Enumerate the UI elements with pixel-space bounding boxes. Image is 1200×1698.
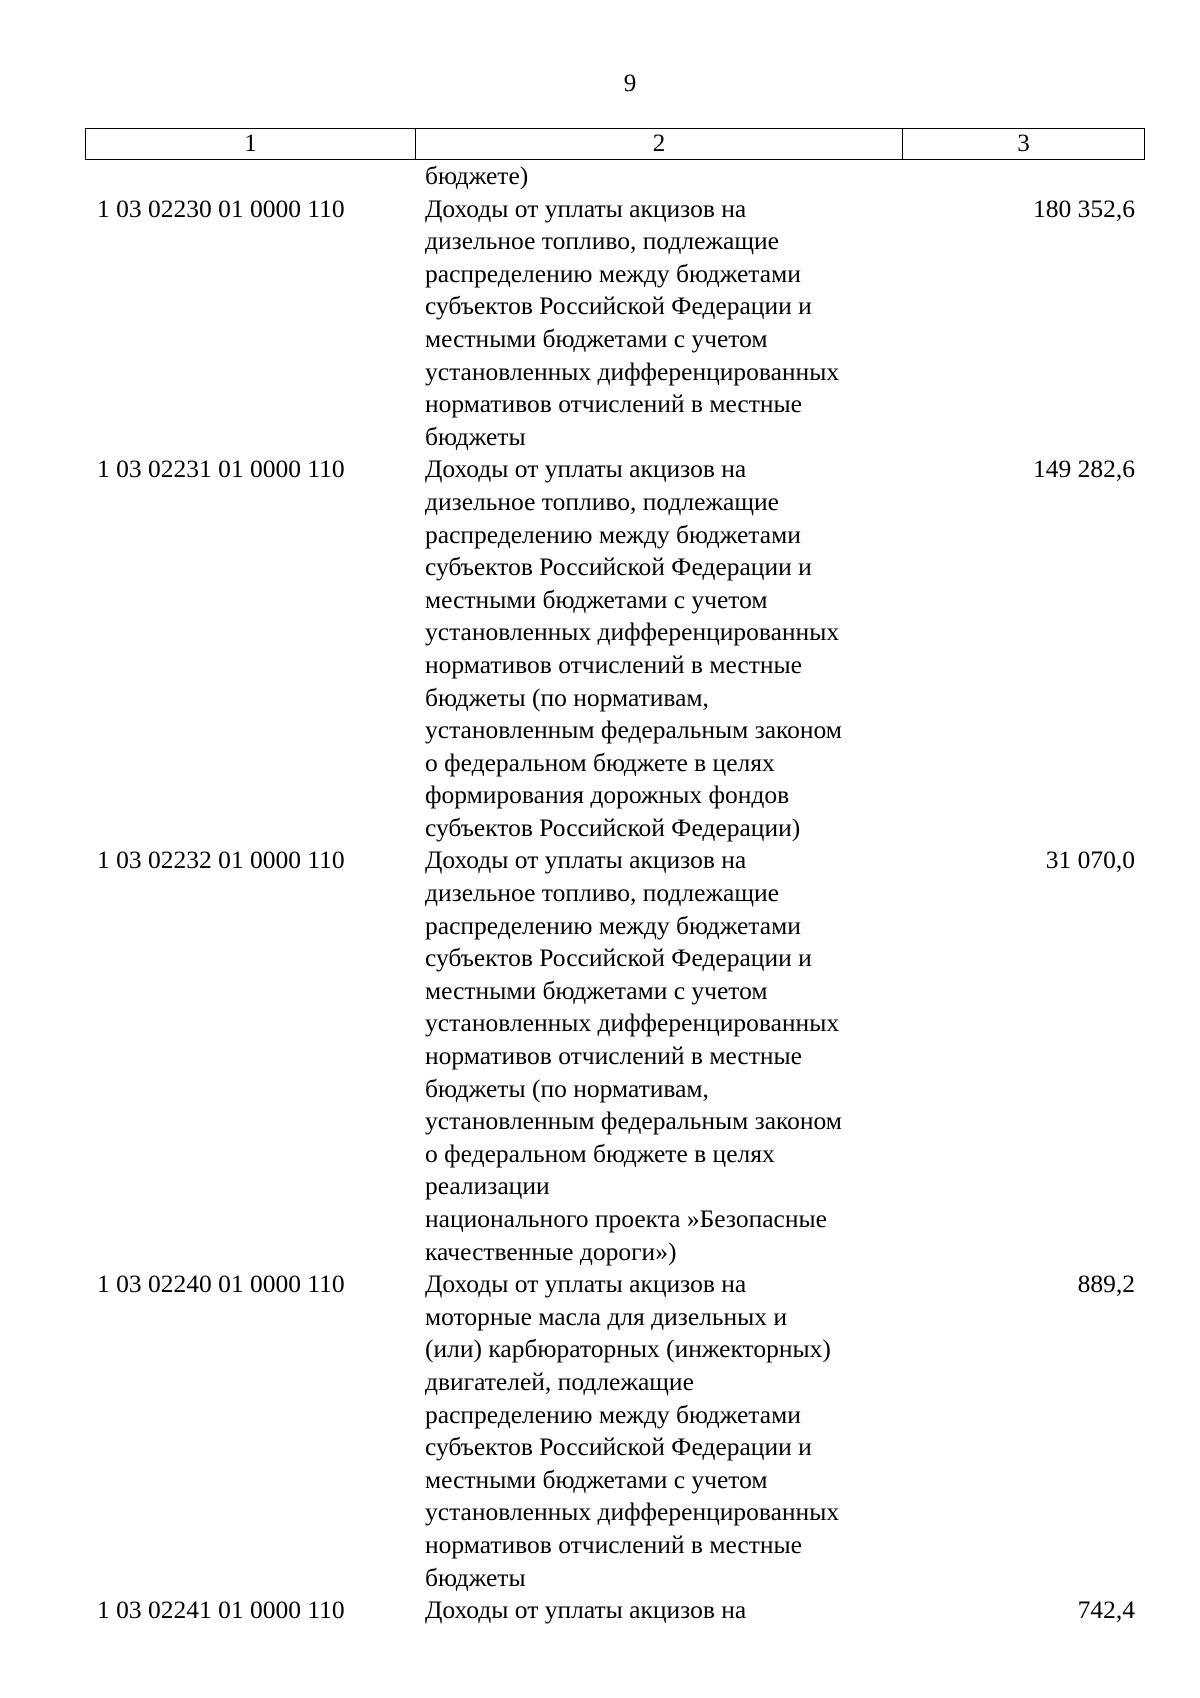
description-line: дизельное топливо, подлежащие bbox=[425, 226, 779, 256]
description-line: нормативов отчислений в местные bbox=[425, 1529, 802, 1559]
description bbox=[415, 1594, 902, 1627]
column-header-1: 1 bbox=[86, 129, 416, 159]
description-line: Доходы от уплаты акцизов на bbox=[425, 1595, 747, 1625]
page-number: 9 bbox=[623, 70, 637, 97]
budget-code: 1 03 02232 01 0000 110 bbox=[97, 845, 345, 875]
budget-code: 1 03 02230 01 0000 110 bbox=[97, 193, 345, 223]
description bbox=[415, 453, 902, 844]
description-line: (или) карбюраторных (инжекторных) bbox=[425, 1334, 831, 1364]
description-line: реализации bbox=[425, 1171, 550, 1201]
description-line: распределению между бюджетами bbox=[425, 1399, 801, 1429]
description-line: качественные дороги») bbox=[425, 1236, 677, 1266]
table-row bbox=[85, 453, 1145, 844]
table-row bbox=[85, 1268, 1145, 1594]
description-line: субъектов Российской Федерации и bbox=[425, 943, 812, 973]
amount: 889,2 bbox=[1077, 1269, 1135, 1299]
amount: 742,4 bbox=[1077, 1595, 1135, 1625]
amount: 31 070,0 bbox=[1045, 845, 1135, 875]
description-line: формирования дорожных фондов bbox=[425, 780, 790, 810]
description-line: бюджеты bbox=[425, 1562, 526, 1592]
description-line: нормативов отчислений в местные bbox=[425, 1041, 802, 1071]
description-line: Доходы от уплаты акцизов на bbox=[425, 193, 747, 223]
description-line: бюджете) bbox=[425, 161, 529, 190]
description-line: установленных дифференцированных bbox=[425, 356, 840, 386]
description-line: Доходы от уплаты акцизов на bbox=[425, 454, 747, 484]
description-line: установленных дифференцированных bbox=[425, 1497, 840, 1527]
description-line: о федеральном бюджете в целях bbox=[425, 747, 775, 777]
description-line: субъектов Российской Федерации и bbox=[425, 291, 812, 321]
description-line: национального проекта »Безопасные bbox=[425, 1204, 827, 1233]
description-line: субъектов Российской Федерации и bbox=[425, 1432, 812, 1462]
description-line: Доходы от уплаты акцизов на bbox=[425, 1269, 747, 1299]
description bbox=[415, 1268, 902, 1594]
budget-code: 1 03 02240 01 0000 110 bbox=[97, 1269, 345, 1299]
description-line: дизельное топливо, подлежащие bbox=[425, 486, 779, 516]
description-line: местными бюджетами с учетом bbox=[425, 1464, 768, 1494]
amount: 149 282,6 bbox=[1033, 454, 1135, 484]
description-line: бюджеты bbox=[425, 421, 526, 451]
table-header bbox=[85, 128, 1145, 160]
description-line: Доходы от уплаты акцизов на bbox=[425, 845, 747, 875]
description-line: о федеральном бюджете в целях bbox=[425, 1138, 775, 1168]
amount bbox=[902, 160, 1145, 193]
description-line: установленных дифференцированных bbox=[425, 617, 840, 647]
budget-code: 1 03 02241 01 0000 110 bbox=[97, 1595, 345, 1625]
description-line: нормативов отчислений в местные bbox=[425, 389, 802, 419]
description-line: распределению между бюджетами bbox=[425, 519, 801, 549]
description-line: бюджеты (по нормативам, bbox=[425, 1073, 709, 1103]
table-row bbox=[85, 1594, 1145, 1627]
column-header-2: 2 bbox=[416, 129, 903, 159]
description-line: субъектов Российской Федерации и bbox=[425, 552, 812, 582]
description-line: распределению между бюджетами bbox=[425, 910, 801, 940]
description-line: установленным федеральным законом bbox=[425, 715, 842, 745]
table-row bbox=[85, 193, 1145, 454]
description-line: местными бюджетами с учетом bbox=[425, 975, 768, 1005]
budget-code bbox=[85, 160, 415, 193]
description-line: дизельное топливо, подлежащие bbox=[425, 878, 779, 908]
description-line: нормативов отчислений в местные bbox=[425, 649, 802, 679]
description-line: установленным федеральным законом bbox=[425, 1106, 842, 1136]
description-line: местными бюджетами с учетом bbox=[425, 323, 768, 353]
description-line: моторные масла для дизельных и bbox=[425, 1301, 788, 1331]
description-line: двигателей, подлежащие bbox=[425, 1366, 694, 1396]
column-header-3: 3 bbox=[1017, 130, 1030, 157]
table-row-continuation bbox=[85, 160, 1145, 193]
description-line: распределению между бюджетами bbox=[425, 258, 801, 288]
description bbox=[415, 193, 902, 454]
table-row bbox=[85, 844, 1145, 1268]
table-body bbox=[85, 160, 1145, 1627]
description bbox=[415, 844, 902, 1268]
budget-code: 1 03 02231 01 0000 110 bbox=[97, 454, 345, 484]
description-line: установленных дифференцированных bbox=[425, 1008, 840, 1038]
description-line: местными бюджетами с учетом bbox=[425, 584, 768, 614]
amount: 180 352,6 bbox=[1033, 193, 1135, 223]
description bbox=[415, 160, 902, 193]
description-line: субъектов Российской Федерации) bbox=[425, 812, 801, 842]
description-line: бюджеты (по нормативам, bbox=[425, 682, 709, 712]
